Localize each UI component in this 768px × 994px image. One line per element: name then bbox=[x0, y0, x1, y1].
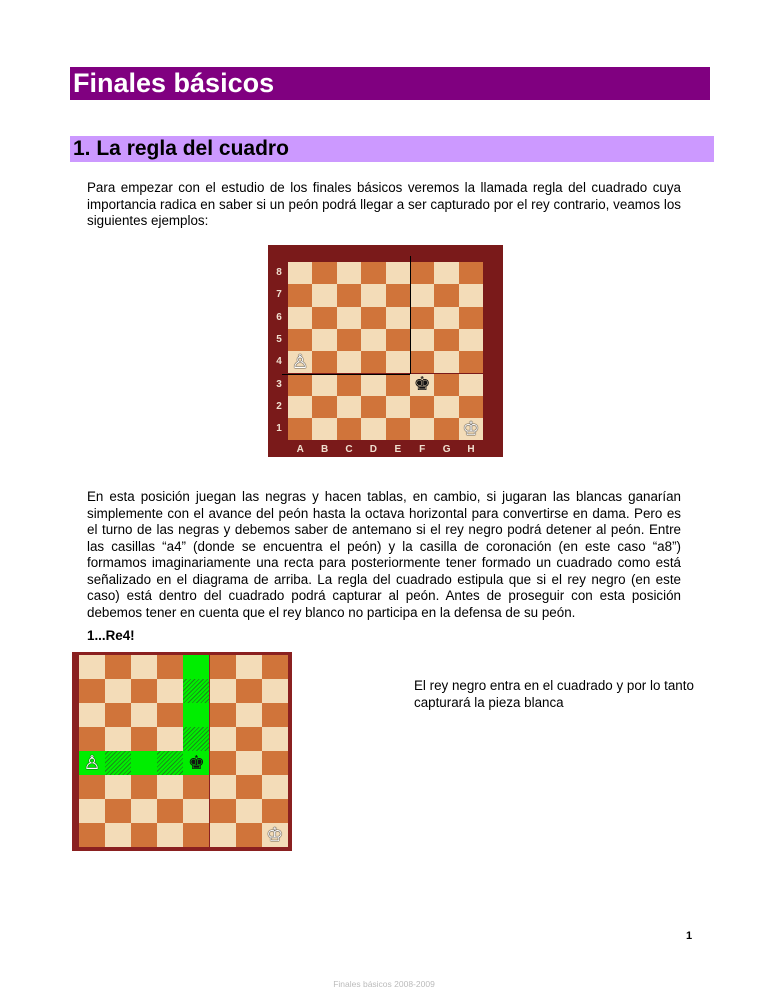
square-h2 bbox=[459, 396, 483, 418]
rank-label: 1 bbox=[276, 423, 282, 435]
square-b1 bbox=[105, 823, 131, 847]
square-d3 bbox=[157, 775, 183, 799]
square-d3 bbox=[361, 374, 385, 396]
square-c3 bbox=[131, 775, 157, 799]
square-b7 bbox=[312, 284, 336, 306]
square-e6 bbox=[386, 307, 410, 329]
square-e7 bbox=[183, 679, 209, 703]
rank-label: 5 bbox=[276, 333, 282, 345]
square-e1 bbox=[386, 418, 410, 440]
square-h6 bbox=[262, 703, 288, 727]
square-d5 bbox=[361, 329, 385, 351]
document-title: Finales básicos bbox=[70, 67, 710, 100]
square-h2 bbox=[262, 799, 288, 823]
square-g8 bbox=[434, 262, 458, 284]
square-c1 bbox=[337, 418, 361, 440]
square-d7 bbox=[157, 679, 183, 703]
square-e6 bbox=[183, 703, 209, 727]
square-a8 bbox=[79, 655, 105, 679]
chess-diagram-1 bbox=[268, 245, 503, 457]
square-h4 bbox=[459, 351, 483, 373]
explanation-paragraph: En esta posición juegan las negras y hacen tablas, en cambio, si jugaran las blancas ganarían simplemente con el avance del peón hasta la octava horizontal para convertirse en dama. Pero es el turno de las negras y debemos saber de antemano si el rey negro podrá detener al peón. Entre las casillas “a4” (donde se encuentra el peón) y la casilla de coronación (en este caso “a8”) formamos imaginariamente una recta para posteriormente tener formado un cuadrado como está señalizado en el diagrama de arriba. La regla del cuadrado estipula que si el rey negro (en este caso) está dentro del cuadrado podrá capturar al peón. Antes de proseguir con esta posición debemos tener en cuenta que el rey blanco no participa en la defensa de su peón. bbox=[87, 489, 681, 620]
rank-label: 8 bbox=[276, 267, 282, 278]
square-rule-line bbox=[282, 374, 410, 375]
square-a6 bbox=[79, 703, 105, 727]
square-a3 bbox=[79, 775, 105, 799]
white-pawn-icon: ♙ bbox=[291, 351, 309, 373]
rank-label: 4 bbox=[276, 356, 282, 368]
square-e4 bbox=[386, 351, 410, 373]
square-a3 bbox=[288, 374, 312, 396]
square-c2 bbox=[337, 396, 361, 418]
black-king-icon: ♚ bbox=[187, 752, 205, 774]
square-a2 bbox=[288, 396, 312, 418]
square-f4 bbox=[210, 751, 236, 775]
square-b6 bbox=[312, 307, 336, 329]
square-h3 bbox=[262, 775, 288, 799]
square-a1 bbox=[288, 418, 312, 440]
square-g2 bbox=[236, 799, 262, 823]
square-e1 bbox=[183, 823, 209, 847]
square-g6 bbox=[434, 307, 458, 329]
square-f1 bbox=[410, 418, 434, 440]
square-d7 bbox=[361, 284, 385, 306]
square-c8 bbox=[337, 262, 361, 284]
square-h8 bbox=[262, 655, 288, 679]
square-c3 bbox=[337, 374, 361, 396]
square-e8 bbox=[386, 262, 410, 284]
square-f7 bbox=[210, 679, 236, 703]
rank-label: 6 bbox=[276, 311, 282, 323]
square-b8 bbox=[312, 262, 336, 284]
square-d6 bbox=[157, 703, 183, 727]
square-b5 bbox=[312, 329, 336, 351]
square-a6 bbox=[288, 307, 312, 329]
square-d4 bbox=[157, 751, 183, 775]
square-g4 bbox=[236, 751, 262, 775]
file-label: H bbox=[467, 444, 475, 456]
square-e3 bbox=[386, 374, 410, 396]
move-notation: 1...Re4! bbox=[87, 628, 135, 643]
square-f8 bbox=[210, 655, 236, 679]
square-f1 bbox=[210, 823, 236, 847]
square-g7 bbox=[236, 679, 262, 703]
file-label: D bbox=[369, 444, 377, 456]
white-king-icon: ♔ bbox=[462, 418, 480, 440]
square-c5 bbox=[337, 329, 361, 351]
square-e3 bbox=[183, 775, 209, 799]
square-h7 bbox=[459, 284, 483, 306]
square-h3 bbox=[459, 374, 483, 396]
square-h5 bbox=[459, 329, 483, 351]
square-c8 bbox=[131, 655, 157, 679]
chess-diagram-2 bbox=[72, 652, 292, 851]
square-d5 bbox=[157, 727, 183, 751]
footer: Finales básicos 2008-2009 bbox=[333, 979, 435, 989]
square-d8 bbox=[157, 655, 183, 679]
square-d2 bbox=[157, 799, 183, 823]
section-heading: 1. La regla del cuadro bbox=[70, 136, 714, 162]
square-g7 bbox=[434, 284, 458, 306]
square-f5 bbox=[210, 727, 236, 751]
square-a8 bbox=[288, 262, 312, 284]
file-label: C bbox=[345, 444, 353, 456]
square-g5 bbox=[434, 329, 458, 351]
square-b7 bbox=[105, 679, 131, 703]
file-label: F bbox=[419, 444, 426, 456]
square-c5 bbox=[131, 727, 157, 751]
square-b2 bbox=[312, 396, 336, 418]
square-g5 bbox=[236, 727, 262, 751]
white-king-icon: ♔ bbox=[266, 824, 284, 846]
square-a2 bbox=[79, 799, 105, 823]
square-a7 bbox=[79, 679, 105, 703]
square-c4 bbox=[337, 351, 361, 373]
intro-paragraph: Para empezar con el estudio de los finales básicos veremos la llamada regla del cuadrado cuya importancia radica en saber si un peón podrá llegar a ser capturado por el rey contrario, veamos los siguientes ejemplos: bbox=[87, 180, 681, 228]
square-d2 bbox=[361, 396, 385, 418]
square-b1 bbox=[312, 418, 336, 440]
square-b3 bbox=[105, 775, 131, 799]
file-label: A bbox=[296, 444, 304, 456]
file-label: B bbox=[320, 444, 329, 456]
square-a5 bbox=[288, 329, 312, 351]
square-f4 bbox=[410, 351, 434, 373]
square-e2 bbox=[183, 799, 209, 823]
square-f7 bbox=[410, 284, 434, 306]
square-f8 bbox=[410, 262, 434, 284]
square-h6 bbox=[459, 307, 483, 329]
square-c4 bbox=[131, 751, 157, 775]
square-f6 bbox=[410, 307, 434, 329]
square-g2 bbox=[434, 396, 458, 418]
square-c6 bbox=[337, 307, 361, 329]
square-d4 bbox=[361, 351, 385, 373]
square-e5 bbox=[183, 727, 209, 751]
square-c1 bbox=[131, 823, 157, 847]
square-e7 bbox=[386, 284, 410, 306]
square-b2 bbox=[105, 799, 131, 823]
square-e5 bbox=[386, 329, 410, 351]
square-d1 bbox=[157, 823, 183, 847]
square-h7 bbox=[262, 679, 288, 703]
rank-label: 7 bbox=[276, 289, 282, 301]
square-h8 bbox=[459, 262, 483, 284]
square-g3 bbox=[236, 775, 262, 799]
square-g4 bbox=[434, 351, 458, 373]
square-f3 bbox=[210, 775, 236, 799]
white-pawn-icon: ♙ bbox=[83, 752, 101, 774]
square-b4 bbox=[105, 751, 131, 775]
square-g1 bbox=[434, 418, 458, 440]
square-rule-line bbox=[410, 256, 411, 374]
square-c6 bbox=[131, 703, 157, 727]
square-d1 bbox=[361, 418, 385, 440]
page-number: 1 bbox=[686, 930, 693, 942]
square-a5 bbox=[79, 727, 105, 751]
black-king-icon: ♚ bbox=[413, 374, 431, 396]
square-a7 bbox=[288, 284, 312, 306]
diagram-caption: El rey negro entra en el cuadrado y por lo tanto capturará la pieza blanca bbox=[414, 678, 694, 710]
file-label: E bbox=[394, 444, 402, 456]
square-d6 bbox=[361, 307, 385, 329]
square-f2 bbox=[210, 799, 236, 823]
square-c7 bbox=[337, 284, 361, 306]
square-d8 bbox=[361, 262, 385, 284]
square-g3 bbox=[434, 374, 458, 396]
rank-label: 3 bbox=[276, 378, 282, 390]
rank-label: 2 bbox=[276, 400, 282, 412]
square-a1 bbox=[79, 823, 105, 847]
square-e8 bbox=[183, 655, 209, 679]
square-e2 bbox=[386, 396, 410, 418]
square-f2 bbox=[410, 396, 434, 418]
square-h4 bbox=[262, 751, 288, 775]
square-g1 bbox=[236, 823, 262, 847]
square-c7 bbox=[131, 679, 157, 703]
square-g8 bbox=[236, 655, 262, 679]
file-label: G bbox=[442, 444, 451, 456]
square-f5 bbox=[410, 329, 434, 351]
square-c2 bbox=[131, 799, 157, 823]
square-f6 bbox=[210, 703, 236, 727]
square-b3 bbox=[312, 374, 336, 396]
square-g6 bbox=[236, 703, 262, 727]
square-b5 bbox=[105, 727, 131, 751]
square-h5 bbox=[262, 727, 288, 751]
square-b4 bbox=[312, 351, 336, 373]
square-b8 bbox=[105, 655, 131, 679]
square-b6 bbox=[105, 703, 131, 727]
